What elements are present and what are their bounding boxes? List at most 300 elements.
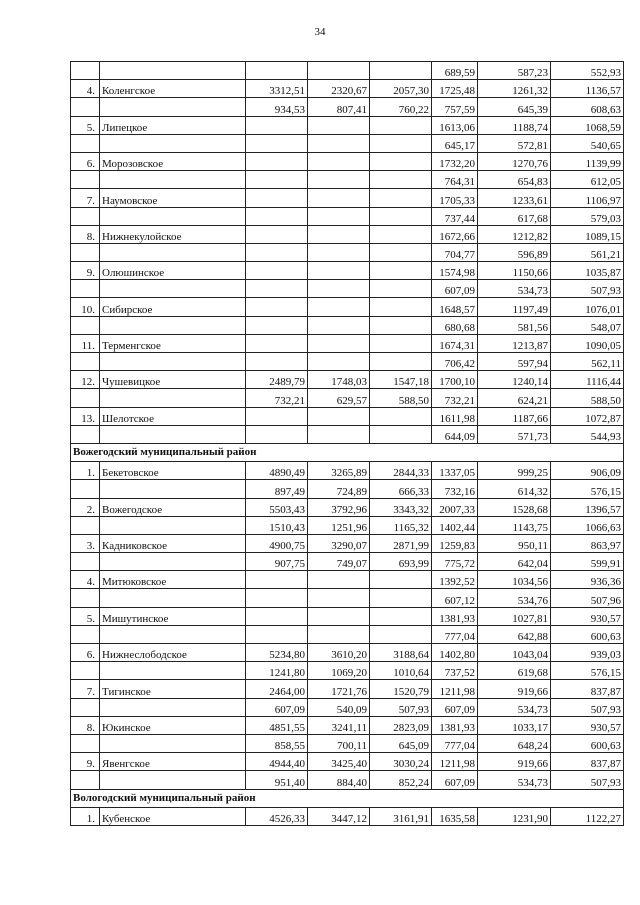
- settlement-name: Митюковское: [100, 571, 246, 589]
- value-col-6: 1076,01: [551, 298, 624, 316]
- table-row: [71, 225, 624, 243]
- value-col-2: [308, 589, 370, 607]
- value-col-1: [246, 425, 308, 443]
- value-col-5: 645,39: [478, 98, 551, 116]
- value-col-6: 552,93: [551, 62, 624, 80]
- value-col-5: 624,21: [478, 389, 551, 407]
- value-col-4: 757,59: [432, 98, 478, 116]
- row-number: [71, 280, 100, 298]
- value-col-6: 507,96: [551, 589, 624, 607]
- value-col-3: [370, 589, 432, 607]
- value-col-1: [246, 298, 308, 316]
- value-col-6: 507,93: [551, 280, 624, 298]
- settlement-name: [100, 698, 246, 716]
- value-col-5: 999,25: [478, 462, 551, 480]
- row-number: 10.: [71, 298, 100, 316]
- table-row: [71, 425, 624, 443]
- table-row: [71, 189, 624, 207]
- value-col-3: [370, 62, 432, 80]
- table-row: [71, 62, 624, 80]
- value-col-1: [246, 62, 308, 80]
- value-col-6: 936,36: [551, 571, 624, 589]
- table-row: [71, 771, 624, 789]
- value-col-2: 700,11: [308, 734, 370, 752]
- value-col-2: 884,40: [308, 771, 370, 789]
- value-col-6: 1072,87: [551, 407, 624, 425]
- value-col-4: 732,16: [432, 480, 478, 498]
- value-col-2: [308, 298, 370, 316]
- settlement-name: [100, 771, 246, 789]
- value-col-5: 1150,66: [478, 262, 551, 280]
- row-number: 13.: [71, 407, 100, 425]
- value-col-3: 3343,32: [370, 498, 432, 516]
- value-col-6: 507,93: [551, 771, 624, 789]
- settlement-name: [100, 316, 246, 334]
- settlement-name: [100, 243, 246, 261]
- value-col-4: 2007,33: [432, 498, 478, 516]
- value-col-6: 1089,15: [551, 225, 624, 243]
- row-number: 1.: [71, 462, 100, 480]
- value-col-2: [308, 134, 370, 152]
- settlement-name: Кадниковское: [100, 534, 246, 552]
- value-col-4: 732,21: [432, 389, 478, 407]
- value-col-6: 544,93: [551, 425, 624, 443]
- value-col-2: 1748,03: [308, 371, 370, 389]
- value-col-2: [308, 171, 370, 189]
- value-col-2: [308, 225, 370, 243]
- value-col-2: 3447,12: [308, 807, 370, 825]
- table-row: [71, 571, 624, 589]
- value-col-3: [370, 625, 432, 643]
- value-col-3: 760,22: [370, 98, 432, 116]
- value-col-3: [370, 280, 432, 298]
- table-row: [71, 734, 624, 752]
- table-row: [71, 462, 624, 480]
- value-col-6: 1116,44: [551, 371, 624, 389]
- row-number: [71, 243, 100, 261]
- value-col-6: 906,09: [551, 462, 624, 480]
- value-col-5: 1027,81: [478, 607, 551, 625]
- value-col-1: 732,21: [246, 389, 308, 407]
- value-col-3: [370, 407, 432, 425]
- value-col-2: 1069,20: [308, 662, 370, 680]
- value-col-2: [308, 407, 370, 425]
- value-col-4: 764,31: [432, 171, 478, 189]
- value-col-5: 1233,61: [478, 189, 551, 207]
- table-body: [71, 62, 624, 826]
- row-number: [71, 425, 100, 443]
- table-row: [71, 753, 624, 771]
- value-col-1: [246, 116, 308, 134]
- value-col-6: 1106,97: [551, 189, 624, 207]
- value-col-3: [370, 571, 432, 589]
- value-col-4: 1337,05: [432, 462, 478, 480]
- row-number: 8.: [71, 225, 100, 243]
- settlement-name: Нижнекулойское: [100, 225, 246, 243]
- table-row: [71, 353, 624, 371]
- row-number: 11.: [71, 334, 100, 352]
- value-col-5: 1188,74: [478, 116, 551, 134]
- value-col-6: 837,87: [551, 753, 624, 771]
- page-number: 34: [314, 26, 326, 38]
- value-col-6: 561,21: [551, 243, 624, 261]
- value-col-6: 507,93: [551, 698, 624, 716]
- value-col-3: 2844,33: [370, 462, 432, 480]
- value-col-2: [308, 353, 370, 371]
- value-col-1: 1510,43: [246, 516, 308, 534]
- row-number: [71, 171, 100, 189]
- value-col-4: 1672,66: [432, 225, 478, 243]
- table-row: [71, 298, 624, 316]
- settlement-name: Мишутинское: [100, 607, 246, 625]
- table-row: [71, 407, 624, 425]
- value-col-1: [246, 589, 308, 607]
- settlement-name: Нижнеслободское: [100, 644, 246, 662]
- value-col-5: 534,73: [478, 698, 551, 716]
- row-number: [71, 389, 100, 407]
- settlement-name: Явенгское: [100, 753, 246, 771]
- settlement-name: Наумовское: [100, 189, 246, 207]
- value-col-6: 562,11: [551, 353, 624, 371]
- settlement-name: Юкинское: [100, 716, 246, 734]
- value-col-1: 1241,80: [246, 662, 308, 680]
- value-col-6: 599,91: [551, 553, 624, 571]
- section-header-row: [71, 789, 624, 807]
- value-col-2: 3241,11: [308, 716, 370, 734]
- settlement-name: Чушевицкое: [100, 371, 246, 389]
- value-col-3: [370, 316, 432, 334]
- row-number: [71, 734, 100, 752]
- value-col-6: 540,65: [551, 134, 624, 152]
- value-col-3: [370, 171, 432, 189]
- value-col-4: 1574,98: [432, 262, 478, 280]
- settlement-name: [100, 98, 246, 116]
- settlement-name: [100, 480, 246, 498]
- settlement-name: [100, 425, 246, 443]
- row-number: 7.: [71, 189, 100, 207]
- value-col-5: 1043,04: [478, 644, 551, 662]
- table-row: [71, 662, 624, 680]
- value-col-4: 1705,33: [432, 189, 478, 207]
- table-row: [71, 389, 624, 407]
- value-col-2: [308, 207, 370, 225]
- table-row: [71, 607, 624, 625]
- value-col-5: 1034,56: [478, 571, 551, 589]
- row-number: [71, 134, 100, 152]
- value-col-4: 1725,48: [432, 80, 478, 98]
- value-col-2: 749,07: [308, 553, 370, 571]
- settlement-name: [100, 62, 246, 80]
- table-row: [71, 589, 624, 607]
- table-row: [71, 98, 624, 116]
- settlement-name: Коленгское: [100, 80, 246, 98]
- value-col-4: 1648,57: [432, 298, 478, 316]
- table-row: [71, 243, 624, 261]
- value-col-4: 1381,93: [432, 716, 478, 734]
- row-number: 5.: [71, 116, 100, 134]
- value-col-3: 1547,18: [370, 371, 432, 389]
- value-col-4: 1392,52: [432, 571, 478, 589]
- value-col-2: 724,89: [308, 480, 370, 498]
- value-col-1: 951,40: [246, 771, 308, 789]
- value-col-5: 950,11: [478, 534, 551, 552]
- settlement-name: Олюшинское: [100, 262, 246, 280]
- value-col-2: [308, 334, 370, 352]
- value-col-3: 588,50: [370, 389, 432, 407]
- settlement-name: [100, 625, 246, 643]
- value-col-4: 706,42: [432, 353, 478, 371]
- value-col-3: [370, 243, 432, 261]
- value-col-6: 600,63: [551, 734, 624, 752]
- table-row: [71, 807, 624, 825]
- value-col-4: 1613,06: [432, 116, 478, 134]
- value-col-6: 1035,87: [551, 262, 624, 280]
- value-col-1: 907,75: [246, 553, 308, 571]
- table-row: [71, 262, 624, 280]
- value-col-3: 3161,91: [370, 807, 432, 825]
- value-col-1: [246, 189, 308, 207]
- value-col-2: 1251,96: [308, 516, 370, 534]
- value-col-4: 704,77: [432, 243, 478, 261]
- value-col-1: 3312,51: [246, 80, 308, 98]
- value-col-6: 1066,63: [551, 516, 624, 534]
- table-row: [71, 698, 624, 716]
- row-number: 5.: [71, 607, 100, 625]
- value-col-2: [308, 280, 370, 298]
- section-header-row: [71, 443, 624, 461]
- value-col-5: 1528,68: [478, 498, 551, 516]
- value-col-1: [246, 625, 308, 643]
- value-col-1: 4851,55: [246, 716, 308, 734]
- value-col-6: 588,50: [551, 389, 624, 407]
- row-number: 4.: [71, 80, 100, 98]
- value-col-6: 1090,05: [551, 334, 624, 352]
- value-col-3: 645,09: [370, 734, 432, 752]
- value-col-2: [308, 262, 370, 280]
- value-col-1: [246, 134, 308, 152]
- value-col-2: [308, 607, 370, 625]
- settlement-name: [100, 516, 246, 534]
- row-number: [71, 516, 100, 534]
- value-col-3: [370, 353, 432, 371]
- value-col-4: 1635,58: [432, 807, 478, 825]
- value-col-5: 1270,76: [478, 152, 551, 170]
- row-number: [71, 98, 100, 116]
- value-col-4: 737,44: [432, 207, 478, 225]
- value-col-5: 1197,49: [478, 298, 551, 316]
- value-col-6: 612,05: [551, 171, 624, 189]
- table-row: [71, 152, 624, 170]
- value-col-2: 3792,96: [308, 498, 370, 516]
- value-col-1: [246, 152, 308, 170]
- value-col-2: [308, 116, 370, 134]
- value-col-1: 858,55: [246, 734, 308, 752]
- value-col-1: [246, 607, 308, 625]
- table-row: [71, 171, 624, 189]
- section-title: Вологодский муниципальный район: [71, 789, 624, 807]
- value-col-4: 607,09: [432, 280, 478, 298]
- value-col-4: 644,09: [432, 425, 478, 443]
- row-number: [71, 316, 100, 334]
- value-col-4: 775,72: [432, 553, 478, 571]
- value-col-6: 608,63: [551, 98, 624, 116]
- value-col-6: 1122,27: [551, 807, 624, 825]
- table-row: [71, 334, 624, 352]
- value-col-2: [308, 152, 370, 170]
- row-number: 9.: [71, 262, 100, 280]
- value-col-5: 919,66: [478, 753, 551, 771]
- value-col-1: [246, 225, 308, 243]
- value-col-5: 1261,32: [478, 80, 551, 98]
- value-col-4: 1402,44: [432, 516, 478, 534]
- settlement-name: Сибирское: [100, 298, 246, 316]
- table-row: [71, 644, 624, 662]
- value-col-3: [370, 334, 432, 352]
- value-col-4: 1611,98: [432, 407, 478, 425]
- value-col-2: [308, 625, 370, 643]
- table-row: [71, 280, 624, 298]
- row-number: [71, 62, 100, 80]
- value-col-3: 3030,24: [370, 753, 432, 771]
- value-col-5: 1212,82: [478, 225, 551, 243]
- value-col-3: 1165,32: [370, 516, 432, 534]
- value-col-2: [308, 243, 370, 261]
- value-col-5: 642,04: [478, 553, 551, 571]
- value-col-3: 666,33: [370, 480, 432, 498]
- value-col-5: 596,89: [478, 243, 551, 261]
- value-col-1: [246, 571, 308, 589]
- row-number: [71, 698, 100, 716]
- value-col-5: 619,68: [478, 662, 551, 680]
- value-col-1: 4944,40: [246, 753, 308, 771]
- value-col-2: 807,41: [308, 98, 370, 116]
- row-number: 8.: [71, 716, 100, 734]
- value-col-1: 5503,43: [246, 498, 308, 516]
- value-col-3: [370, 189, 432, 207]
- settlement-name: [100, 280, 246, 298]
- value-col-3: 2057,30: [370, 80, 432, 98]
- value-col-5: 1231,90: [478, 807, 551, 825]
- table-row: [71, 207, 624, 225]
- value-col-6: 1396,57: [551, 498, 624, 516]
- value-col-6: 600,63: [551, 625, 624, 643]
- settlement-name: Липецкое: [100, 116, 246, 134]
- settlement-name: Кубенское: [100, 807, 246, 825]
- table-row: [71, 480, 624, 498]
- row-number: 6.: [71, 152, 100, 170]
- value-col-3: [370, 152, 432, 170]
- row-number: [71, 207, 100, 225]
- value-col-5: 572,81: [478, 134, 551, 152]
- value-col-1: 2489,79: [246, 371, 308, 389]
- row-number: [71, 662, 100, 680]
- row-number: 4.: [71, 571, 100, 589]
- value-col-3: 3188,64: [370, 644, 432, 662]
- value-col-4: 1732,20: [432, 152, 478, 170]
- value-col-5: 614,32: [478, 480, 551, 498]
- value-col-2: [308, 62, 370, 80]
- value-col-4: 607,09: [432, 771, 478, 789]
- value-col-5: 534,73: [478, 771, 551, 789]
- table-row: [71, 80, 624, 98]
- row-number: [71, 353, 100, 371]
- value-col-4: 680,68: [432, 316, 478, 334]
- value-col-1: [246, 407, 308, 425]
- value-col-5: 654,83: [478, 171, 551, 189]
- value-col-5: 597,94: [478, 353, 551, 371]
- settlement-name: Тигинское: [100, 680, 246, 698]
- value-col-1: 4890,49: [246, 462, 308, 480]
- table-row: [71, 516, 624, 534]
- table-row: [71, 716, 624, 734]
- value-col-5: 587,23: [478, 62, 551, 80]
- value-col-5: 642,88: [478, 625, 551, 643]
- table-row: [71, 498, 624, 516]
- table-row: [71, 680, 624, 698]
- row-number: [71, 589, 100, 607]
- value-col-1: 4900,75: [246, 534, 308, 552]
- row-number: [71, 480, 100, 498]
- value-col-4: 1211,98: [432, 680, 478, 698]
- settlement-name: [100, 353, 246, 371]
- value-col-2: [308, 425, 370, 443]
- value-col-3: 2871,99: [370, 534, 432, 552]
- value-col-3: 852,24: [370, 771, 432, 789]
- value-col-1: [246, 316, 308, 334]
- row-number: [71, 771, 100, 789]
- value-col-3: [370, 116, 432, 134]
- value-col-3: [370, 298, 432, 316]
- value-col-1: [246, 171, 308, 189]
- table-row: [71, 134, 624, 152]
- value-col-2: 3425,40: [308, 753, 370, 771]
- settlement-name: [100, 207, 246, 225]
- table-row: [71, 534, 624, 552]
- settlement-name: [100, 662, 246, 680]
- value-col-1: [246, 262, 308, 280]
- value-col-3: [370, 207, 432, 225]
- value-col-4: 1700,10: [432, 371, 478, 389]
- value-col-1: [246, 353, 308, 371]
- row-number: 9.: [71, 753, 100, 771]
- tariff-table: [70, 61, 624, 826]
- value-col-6: 1139,99: [551, 152, 624, 170]
- table-row: [71, 553, 624, 571]
- value-col-3: [370, 425, 432, 443]
- value-col-1: 2464,00: [246, 680, 308, 698]
- value-col-4: 1211,98: [432, 753, 478, 771]
- value-col-2: 629,57: [308, 389, 370, 407]
- settlement-name: [100, 589, 246, 607]
- section-title: Вожегодский муниципальный район: [71, 443, 624, 461]
- value-col-6: 1136,57: [551, 80, 624, 98]
- value-col-4: 1674,31: [432, 334, 478, 352]
- settlement-name: [100, 389, 246, 407]
- value-col-5: 534,73: [478, 280, 551, 298]
- settlement-name: [100, 171, 246, 189]
- value-col-6: 576,15: [551, 480, 624, 498]
- value-col-1: 4526,33: [246, 807, 308, 825]
- value-col-2: 3610,20: [308, 644, 370, 662]
- value-col-6: 939,03: [551, 644, 624, 662]
- row-number: 3.: [71, 534, 100, 552]
- value-col-3: [370, 225, 432, 243]
- value-col-4: 1259,83: [432, 534, 478, 552]
- value-col-1: 607,09: [246, 698, 308, 716]
- value-col-6: 548,07: [551, 316, 624, 334]
- value-col-2: [308, 571, 370, 589]
- value-col-4: 607,12: [432, 589, 478, 607]
